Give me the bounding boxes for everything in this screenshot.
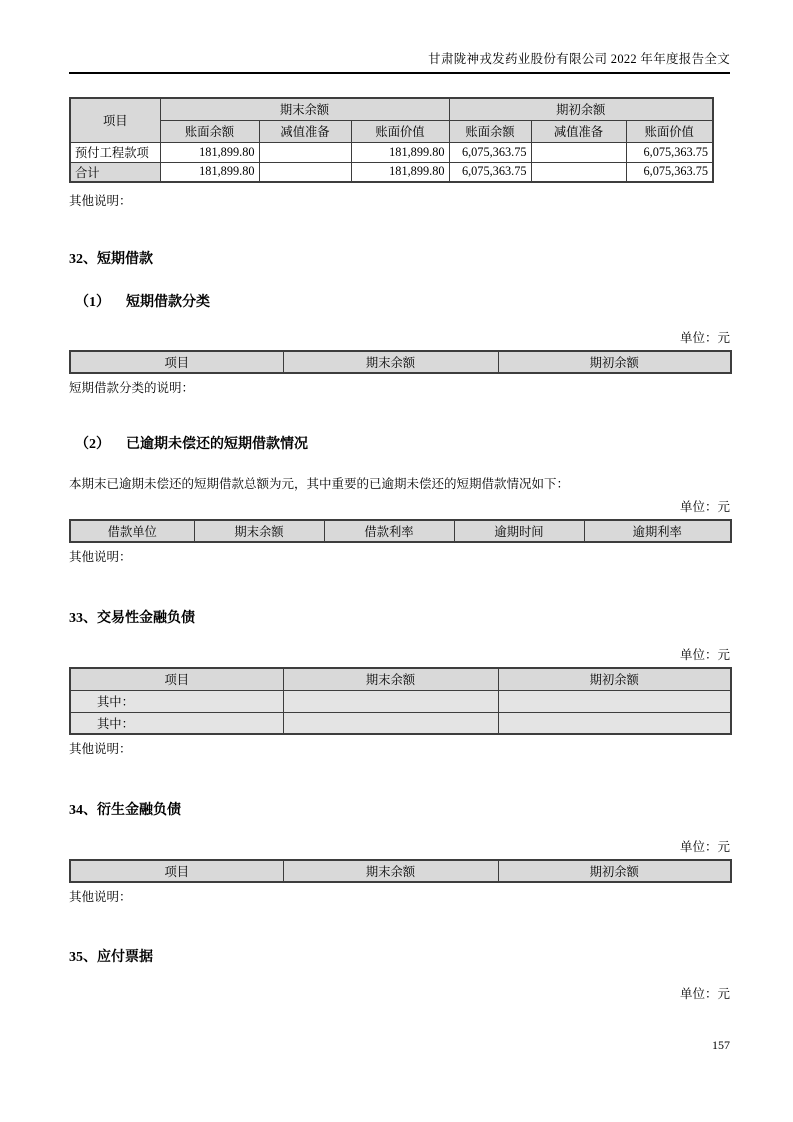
- unit-label: 单位：元: [679, 500, 730, 514]
- table-header-row: [70, 351, 731, 373]
- doc-header-title: 甘肃陇神戎发药业股份有限公司 2022 年年度报告全文: [428, 52, 730, 66]
- loan-classification-note-label: 短期借款分类的说明：: [69, 381, 195, 395]
- prepayments-table: [69, 97, 714, 183]
- column-header-item: 项目: [70, 98, 160, 142]
- overdue-loans-paragraph: 本期末已逾期未偿还的短期借款总额为元，其中重要的已逾期未偿还的短期借款情况如下：: [69, 477, 570, 491]
- other-notes-label: 其他说明：: [69, 890, 132, 904]
- table-row: [70, 690, 731, 712]
- trading-financial-liabilities-table: [69, 667, 732, 735]
- column-header-ending: 期末余额: [283, 860, 498, 882]
- column-header-item: 项目: [70, 860, 283, 882]
- cell-value: 6,075,363.75: [449, 142, 531, 162]
- column-header-borrower: 借款单位: [70, 520, 194, 542]
- derivative-financial-liabilities-table: [69, 859, 732, 883]
- row-label-including: 其中：: [70, 712, 283, 734]
- cell-value: [498, 690, 731, 712]
- subsection-number: （2）: [75, 437, 110, 452]
- table-header-row: [70, 860, 731, 882]
- cell-value: [283, 690, 498, 712]
- column-header-beginning: 期初余额: [498, 860, 731, 882]
- table-row-total: [70, 162, 713, 182]
- section-33-heading: 33、交易性金融负债: [69, 611, 195, 626]
- column-header-beginning: 期初余额: [498, 351, 731, 373]
- row-label-total: 合计: [70, 162, 160, 182]
- section-35-heading: 35、应付票据: [69, 950, 153, 965]
- column-header-book-value: 账面价值: [351, 120, 449, 142]
- section-32-1-heading: [69, 295, 730, 311]
- table-row-prepaid-construction: [70, 142, 713, 162]
- column-header-book-value: 账面价值: [626, 120, 713, 142]
- cell-value: [259, 142, 351, 162]
- short-term-loans-table: [69, 350, 732, 374]
- header-rule: [69, 72, 730, 74]
- column-header-overdue-time: 逾期时间: [454, 520, 584, 542]
- cell-value: 6,075,363.75: [626, 162, 713, 182]
- column-header-loan-rate: 借款利率: [324, 520, 454, 542]
- column-header-ending: 期末余额: [283, 351, 498, 373]
- cell-value: [259, 162, 351, 182]
- cell-value: 181,899.80: [160, 162, 259, 182]
- unit-label: 单位：元: [679, 648, 730, 662]
- column-header-ending: 期末余额: [283, 668, 498, 690]
- section-34-heading: 34、衍生金融负债: [69, 803, 181, 818]
- subsection-number: （1）: [75, 295, 110, 310]
- subsection-title: 短期借款分类: [126, 295, 210, 310]
- column-header-book-balance: 账面余额: [449, 120, 531, 142]
- column-header-ending: 期末余额: [160, 98, 449, 120]
- table-subheader-row: [70, 120, 713, 142]
- cell-value: [283, 712, 498, 734]
- cell-value: [531, 142, 626, 162]
- unit-label: 单位：元: [679, 840, 730, 854]
- row-label: 预付工程款项: [70, 142, 160, 162]
- cell-value: 181,899.80: [351, 142, 449, 162]
- table-header-row: [70, 668, 731, 690]
- unit-label: 单位：元: [679, 987, 730, 1001]
- cell-value: 181,899.80: [160, 142, 259, 162]
- section-32-heading: 32、短期借款: [69, 252, 153, 267]
- overdue-loans-table: [69, 519, 732, 543]
- column-header-impairment: 减值准备: [531, 120, 626, 142]
- subsection-title: 已逾期未偿还的短期借款情况: [126, 437, 308, 452]
- unit-label: 单位：元: [679, 331, 730, 345]
- cell-value: 181,899.80: [351, 162, 449, 182]
- other-notes-label: 其他说明：: [69, 742, 132, 756]
- column-header-book-balance: 账面余额: [160, 120, 259, 142]
- cell-value: [498, 712, 731, 734]
- cell-value: [531, 162, 626, 182]
- column-header-beginning: 期初余额: [449, 98, 713, 120]
- column-header-overdue-rate: 逾期利率: [584, 520, 731, 542]
- column-header-ending: 期末余额: [194, 520, 324, 542]
- column-header-item: 项目: [70, 351, 283, 373]
- column-header-beginning: 期初余额: [498, 668, 731, 690]
- column-header-impairment: 减值准备: [259, 120, 351, 142]
- table-row: [70, 712, 731, 734]
- page-number: 157: [712, 1038, 730, 1052]
- section-32-2-heading: [69, 437, 730, 453]
- column-header-item: 项目: [70, 668, 283, 690]
- table-header-row: [70, 98, 713, 120]
- other-notes-label: 其他说明：: [69, 550, 132, 564]
- table-header-row: [70, 520, 731, 542]
- cell-value: 6,075,363.75: [449, 162, 531, 182]
- cell-value: 6,075,363.75: [626, 142, 713, 162]
- row-label-including: 其中：: [70, 690, 283, 712]
- other-notes-label: 其他说明：: [69, 194, 132, 208]
